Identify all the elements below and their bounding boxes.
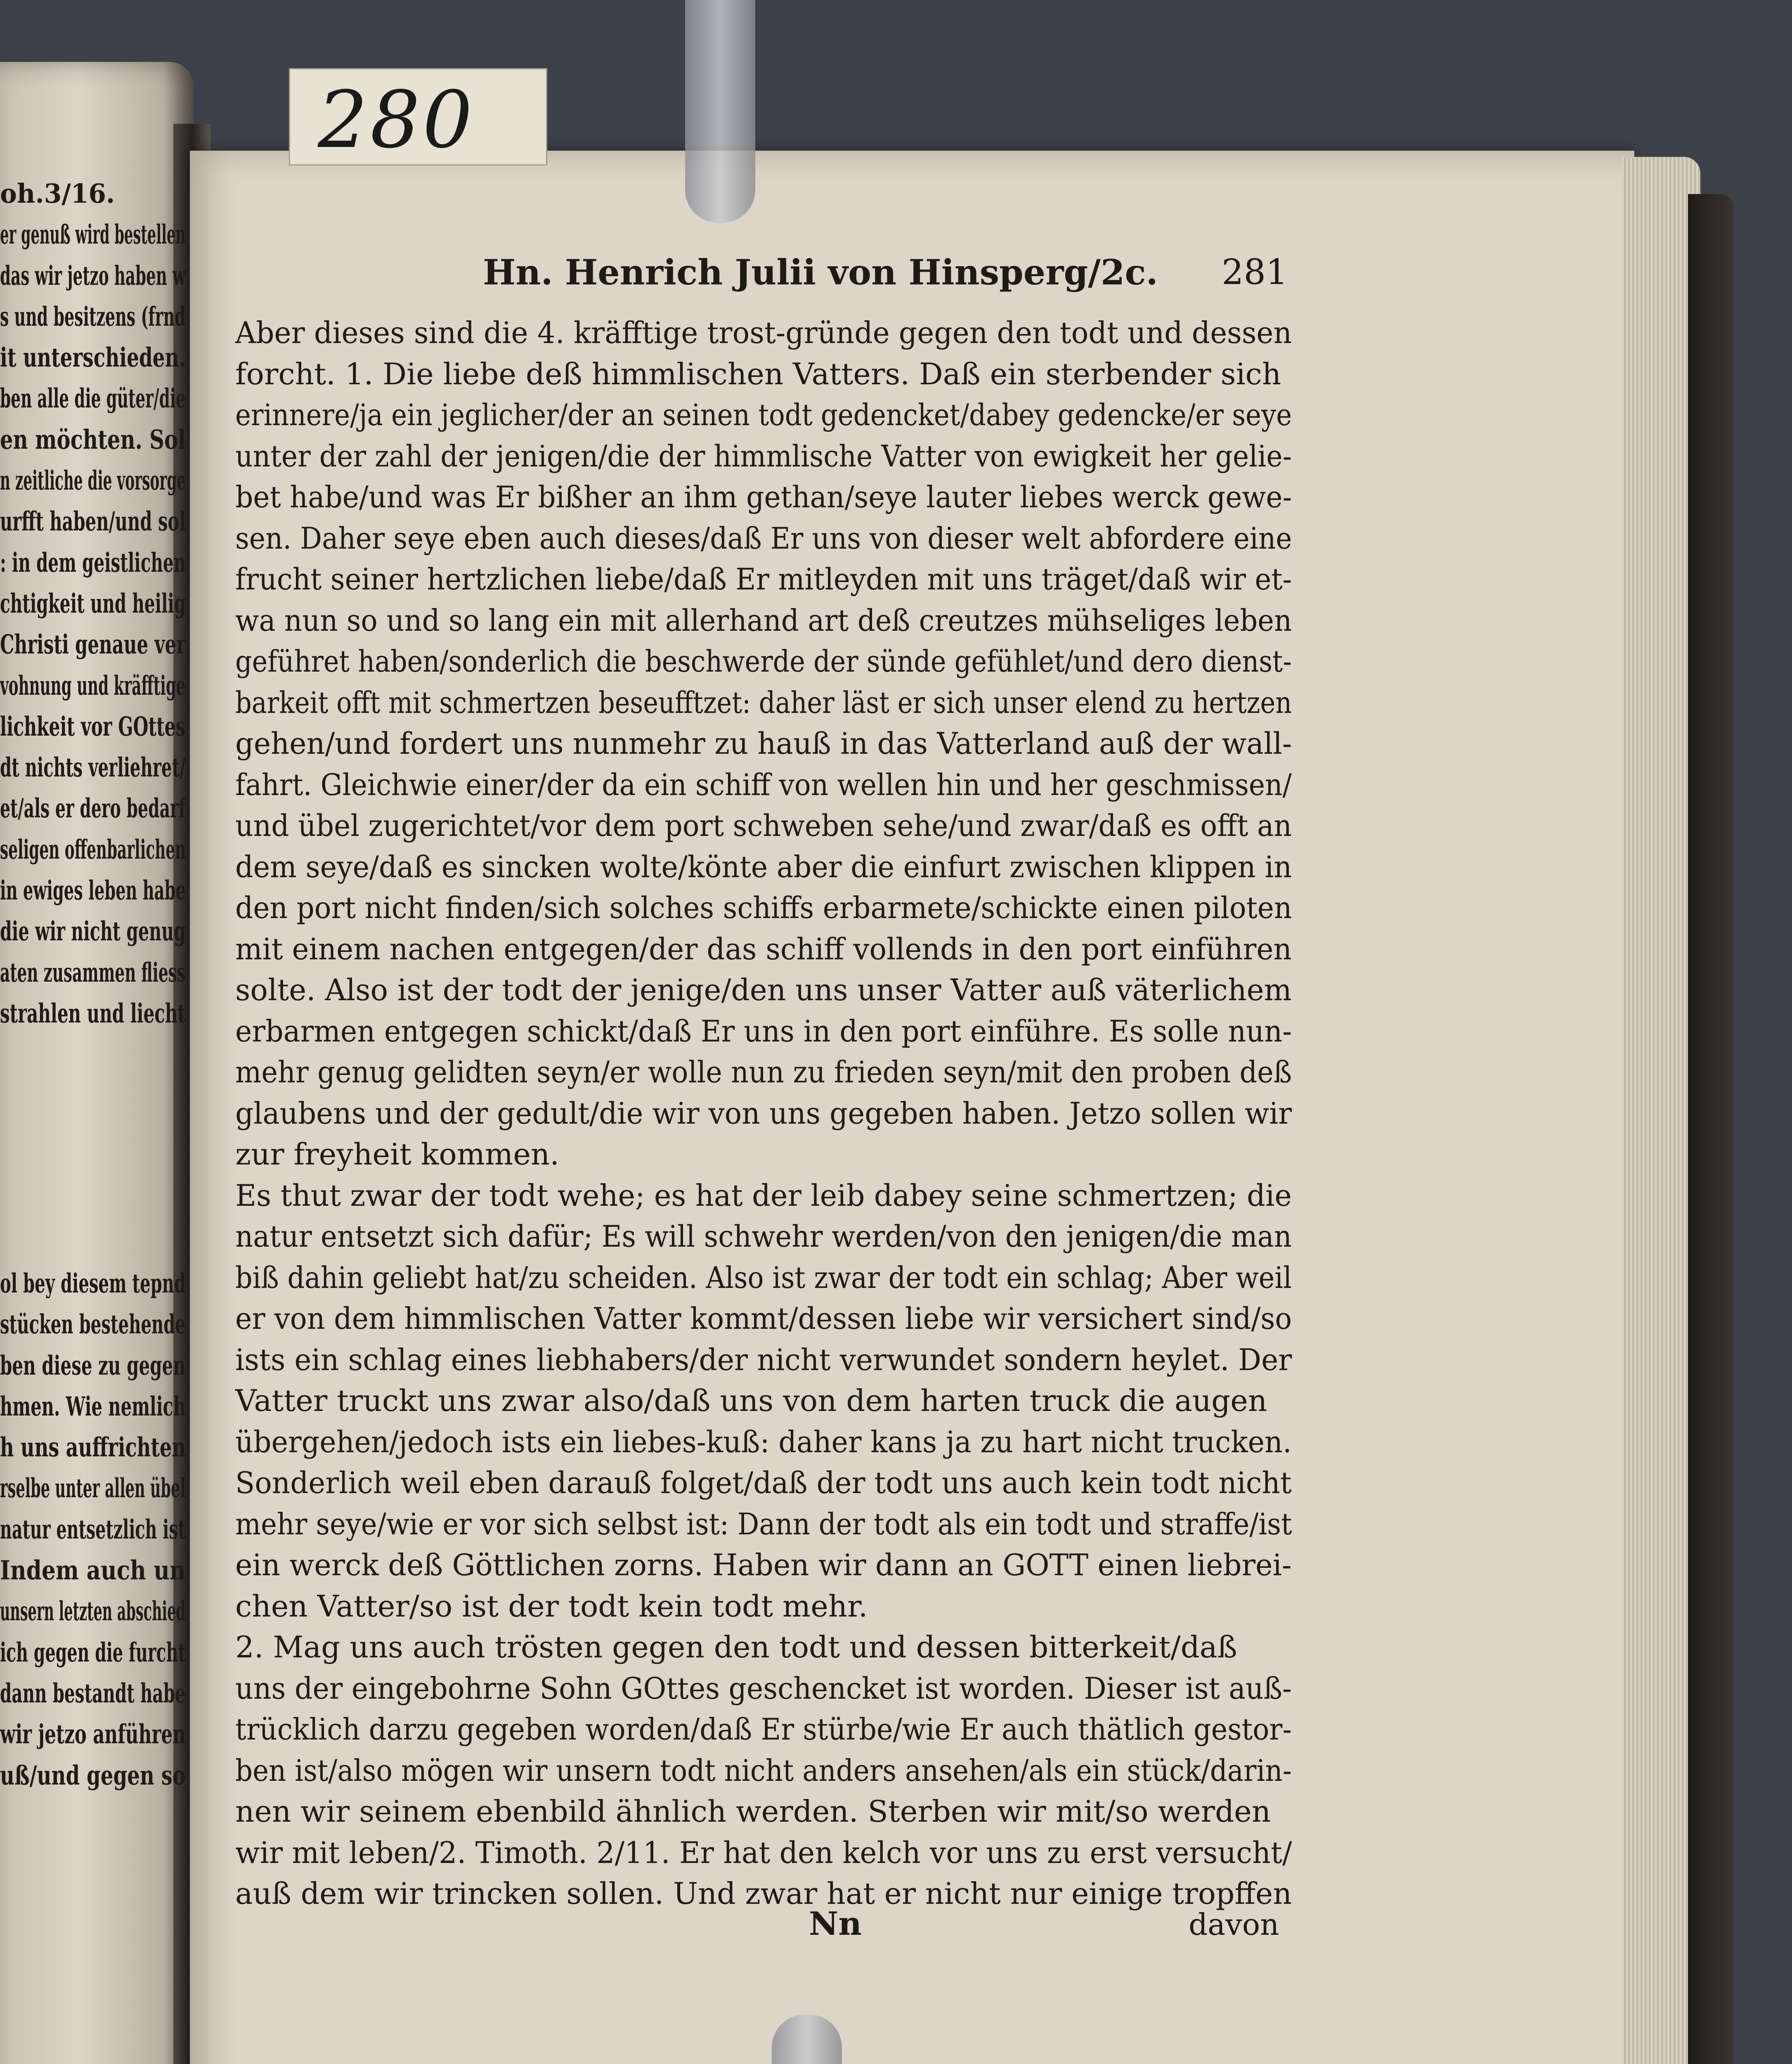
left-line: dt nichts verliehret/ — [0, 752, 186, 783]
body-line: er von dem himmlischen Vatter kommt/dessen liebe wir versichert sind/so — [235, 1301, 1292, 1336]
left-line: unsern letzten abschied — [0, 1596, 186, 1627]
left-line: et/als er dero bedarf — [0, 793, 186, 824]
left-line: ben alle die güter/die — [0, 383, 186, 414]
body-line: geführet haben/sonderlich die beschwerde der sünde gefühlet/und dero dienst- — [235, 644, 1292, 679]
body-line: glaubens und der gedult/die wir von uns gegeben haben. Jetzo sollen wir — [235, 1096, 1292, 1131]
body-line: chen Vatter/so ist der todt kein todt mehr. — [235, 1588, 868, 1624]
body-line: Es thut zwar der todt wehe; es hat der leib dabey seine schmertzen; die — [235, 1178, 1292, 1213]
body-line: mehr genug gelidten seyn/er wolle nun zu frieden seyn/mit den proben deß — [235, 1055, 1292, 1089]
left-line: chtigkeit und heilig — [0, 588, 186, 619]
running-title: Hn. Henrich Julii von Hinsperg/2c. — [483, 252, 1158, 293]
left-line: wir jetzo anführen — [0, 1719, 186, 1750]
body-line: Sonderlich weil eben darauß folget/daß der todt uns auch kein todt nicht — [235, 1465, 1292, 1500]
body-line: ists ein schlag eines liebhabers/der nicht verwundet sondern heylet. Der — [235, 1342, 1292, 1377]
body-line: sen. Daher seye eben auch dieses/daß Er uns von dieser welt abfordere eine — [235, 521, 1292, 556]
handwritten-page-number: 280 — [318, 74, 475, 166]
left-line: hmen. Wie nemlich — [0, 1391, 186, 1422]
body-line: wir mit leben/2. Timoth. 2/11. Er hat den kelch vor uns zu erst versucht/ — [235, 1835, 1292, 1870]
body-line: und übel zugerichtet/vor dem port schweben sehe/und zwar/daß es offt an — [235, 808, 1292, 843]
body-line: unter der zahl der jenigen/die der himmlische Vatter von ewigkeit her gelie- — [235, 438, 1292, 473]
left-line: vohnung und kräfftige — [0, 670, 186, 701]
body-line: solte. Also ist der todt der jenige/den uns unser Vatter auß väterlichem — [235, 973, 1292, 1007]
left-line: lichkeit vor GOttes — [0, 711, 186, 742]
body-line: erbarmen entgegen schickt/daß Er uns in den port einführe. Es solle nun- — [235, 1013, 1292, 1049]
left-line: seligen offenbarlichen — [0, 834, 186, 865]
left-line: : in dem geistlichen — [0, 547, 186, 578]
body-line: forcht. 1. Die liebe deß himmlischen Vatters. Daß ein sterbender sich — [235, 356, 1281, 391]
left-line: ol bey diesem tepnd — [0, 1268, 186, 1299]
left-line: in ewiges leben habe — [0, 875, 186, 907]
body-line: biß dahin geliebt hat/zu scheiden. Also ist zwar der todt ein schlag; Aber weil — [235, 1260, 1292, 1295]
body-line: natur entsetzt sich dafür; Es will schwehr werden/von den jenigen/die man — [235, 1219, 1292, 1254]
left-line: oh.3/16. — [0, 178, 115, 209]
body-line: bet habe/und was Er bißher an ihm gethan/seye lauter liebes werck gewe- — [235, 480, 1292, 514]
body-line: übergehen/jedoch ists ein liebes-kuß: daher kans ja zu hart nicht trucken. — [235, 1424, 1292, 1459]
left-line: rselbe unter allen übel — [0, 1473, 186, 1504]
body-line: ein werck deß Göttlichen zorns. Haben wir dann an GOTT einen liebrei- — [235, 1548, 1292, 1582]
left-line: urfft haben/und sol — [0, 506, 186, 537]
page-body — [235, 312, 1292, 1915]
body-line: auß dem wir trincken sollen. Und zwar hat er nicht nur einige tropffen — [235, 1876, 1292, 1911]
body-line: trücklich darzu gegeben worden/daß Er stürbe/wie Er auch thätlich gestor- — [235, 1712, 1292, 1747]
left-page-text-bottom — [0, 1263, 194, 1944]
body-line: mehr seye/wie er vor sich selbst ist: Dann der todt als ein todt und straffe/ist — [235, 1506, 1292, 1541]
left-line: s und besitzens (frnd — [0, 301, 186, 332]
body-line: erinnere/ja ein jeglicher/der an seinen todt gedencket/dabey gedencke/er seye — [235, 398, 1292, 432]
left-line: dann bestandt habe — [0, 1678, 186, 1709]
body-line: fahrt. Gleichwie einer/der da ein schiff von wellen hin und her geschmissen/ — [235, 767, 1292, 802]
body-line: nen wir seinem ebenbild ähnlich werden. Sterben wir mit/so werden — [235, 1794, 1271, 1829]
left-line: Christi genaue ver — [0, 629, 186, 660]
left-line: natur entsetzlich ist — [0, 1514, 186, 1545]
body-line: den port nicht finden/sich solches schiffs erbarmete/schickte einen piloten — [235, 890, 1292, 925]
body-line: ben ist/also mögen wir unsern todt nicht anders ansehen/als ein stück/darin- — [235, 1753, 1292, 1788]
left-line: uß/und gegen so — [0, 1760, 186, 1791]
body-line: wa nun so und so lang ein mit allerhand art deß creutzes mühseliges leben — [235, 603, 1292, 638]
left-line: Indem auch un — [0, 1555, 186, 1586]
page-holder-top — [685, 0, 755, 223]
left-line: aten zusammen fliess — [0, 957, 186, 988]
body-line: gehen/und fordert uns nunmehr zu hauß in das Vatterland auß der wall- — [235, 726, 1292, 761]
left-line: h uns auffrichten — [0, 1432, 186, 1463]
left-line: das wir jetzo haben w — [0, 260, 186, 291]
left-line: ben diese zu gegen — [0, 1350, 186, 1381]
body-line: uns der eingebohrne Sohn GOttes geschencket ist worden. Dieser ist auß- — [235, 1671, 1292, 1706]
left-line: er genuß wird bestellen — [0, 219, 186, 251]
left-line: strahlen und liecht — [0, 998, 186, 1029]
left-line: die wir nicht genug — [0, 916, 186, 947]
left-line: n zeitliche die vorsorge — [0, 465, 186, 497]
signature-mark: Nn — [809, 1905, 862, 1943]
left-line: stücken bestehende — [0, 1309, 186, 1340]
printed-page-number: 281 — [1222, 252, 1288, 292]
body-line: dem seye/daß es sincken wolte/könte aber die einfurt zwischen klippen in — [235, 849, 1292, 884]
body-line: barkeit offt mit schmertzen beseufftzet: daher läst er sich unser elend zu hertzen — [235, 685, 1292, 720]
body-line: zur freyheit kommen. — [235, 1137, 560, 1172]
left-line: en möchten. Sol — [0, 424, 186, 455]
body-line: mit einem nachen entgegen/der das schiff vollends in den port einführen — [235, 931, 1292, 966]
body-line: frucht seiner hertzlichen liebe/daß Er mitleyden mit uns träget/daß wir et- — [235, 562, 1292, 596]
body-line: Aber dieses sind die 4. kräfftige trost-gründe gegen den todt und dessen — [235, 315, 1292, 350]
left-line: ich gegen die furcht — [0, 1637, 186, 1668]
catchword: davon — [1189, 1907, 1279, 1942]
left-line: it unterschieden. — [0, 342, 186, 374]
body-line: Vatter truckt uns zwar also/daß uns von dem harten truck die augen — [235, 1383, 1267, 1418]
body-line: 2. Mag uns auch trösten gegen den todt und dessen bitterkeit/daß — [235, 1630, 1237, 1664]
book-cover-edge — [1688, 194, 1733, 2064]
